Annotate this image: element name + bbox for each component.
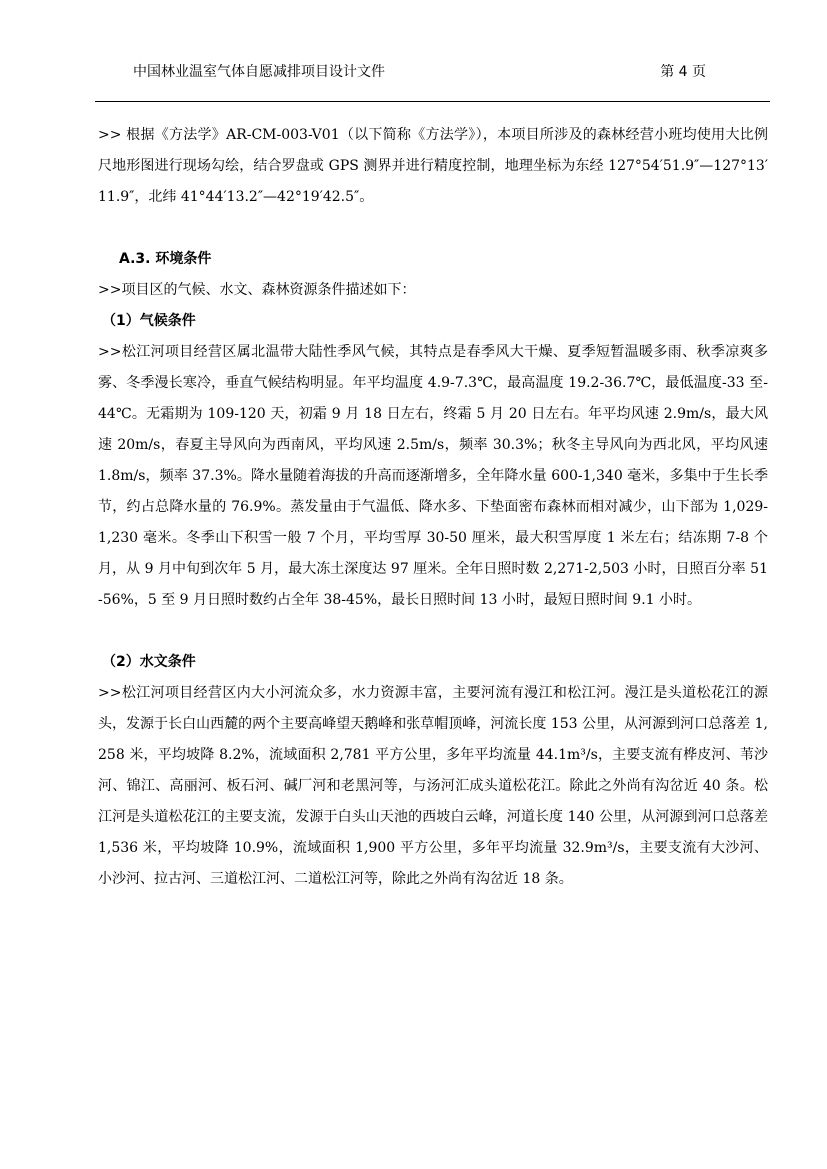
climate-title: （1）气候条件: [102, 313, 196, 329]
header-divider: [95, 101, 770, 102]
page-number: 第 4 页: [660, 64, 706, 80]
page-header: [95, 62, 770, 82]
climate-paragraph: >>松江河项目经营区属北温带大陆性季风气候，其特点是春季风大干燥、夏季短暂温暖多雨、秋季凉爽多雾、冬季漫长寒冷，垂直气候结构明显。年平均温度 4.9-7.3℃，最高温度 19.2-36.7℃，最低温度-33 至-44℃。无霜期为 109-120 天，初霜 9 月 18 日左右，终霜 5 月 20 日左右。年平均风速 2.9m/s，最大风速 20m/s，春夏主导风向为西南风，平均风速 2.5m/s，频率 30.3%；秋冬主导风向为西北风，平均风速 1.8m/s，频率 37.3%。降水量随着海拔的升高而逐渐增多，全年降水量 600-1,340 毫米，多集中于生长季节，约占总降水量的 76.9%。蒸发量由于气温低、降水多、下垫面密布森林而相对减少，山下部为 1,029-1,230 毫米。冬季山下积雪一般 7 个月，平均雪厚 30-50 厘米，最大积雪厚度 1 米左右；结冻期 7-8 个月，从 9 月中旬到次年 5 月，最大冻土深度达 97 厘米。全年日照时数 2,271-2,503 小时，日照百分率 51-56%，5 至 9 月日照时数约占全年 38-45%，最长日照时间 13 小时，最短日照时间 9.1 小时。: [98, 344, 768, 608]
document-title: 中国林业温室气体自愿减排项目设计文件: [133, 64, 385, 80]
intro-paragraph: >> 根据《方法学》AR-CM-003-V01（以下简称《方法学》），本项目所涉及的森林经营小班均使用大比例尺地形图进行现场勾绘，结合罗盘或 GPS 测界并进行精度控制，地理坐标为东经 127°54′51.9″—127°13′11.9″，北纬 41°44′13.2″—42°19′42.5″。: [98, 127, 768, 205]
hydrology-paragraph: >>松江河项目经营区内大小河流众多，水力资源丰富，主要河流有漫江和松江河。漫江是头道松花江的源头，发源于长白山西麓的两个主要高峰望天鹅峰和张草帽顶峰，河流长度 153 公里，从河源到河口总落差 1,258 米，平均坡降 8.2%，流域面积 2,781 平方公里，多年平均流量 44.1m³/s，主要支流有桦皮河、苇沙河、锦江、高丽河、板石河、碱厂河和老黑河等，与汤河汇成头道松花江。除此之外尚有沟岔近 40 条。松江河是头道松花江的主要支流，发源于白头山天池的西坡白云峰，河道长度 140 公里，从河源到河口总落差 1,536 米，平均坡降 10.9%，流域面积 1,900 平方公里，多年平均流量 32.9m³/s，主要支流有大沙河、小沙河、拉古河、三道松江河、二道松江河等，除此之外尚有沟岔近 18 条。: [98, 685, 768, 887]
hydrology-title: （2）水文条件: [102, 654, 196, 670]
section-lead: >>项目区的气候、水文、森林资源条件描述如下：: [98, 282, 416, 298]
section-title-environment: A.3. 环境条件: [119, 251, 212, 267]
document-body: [98, 120, 768, 895]
